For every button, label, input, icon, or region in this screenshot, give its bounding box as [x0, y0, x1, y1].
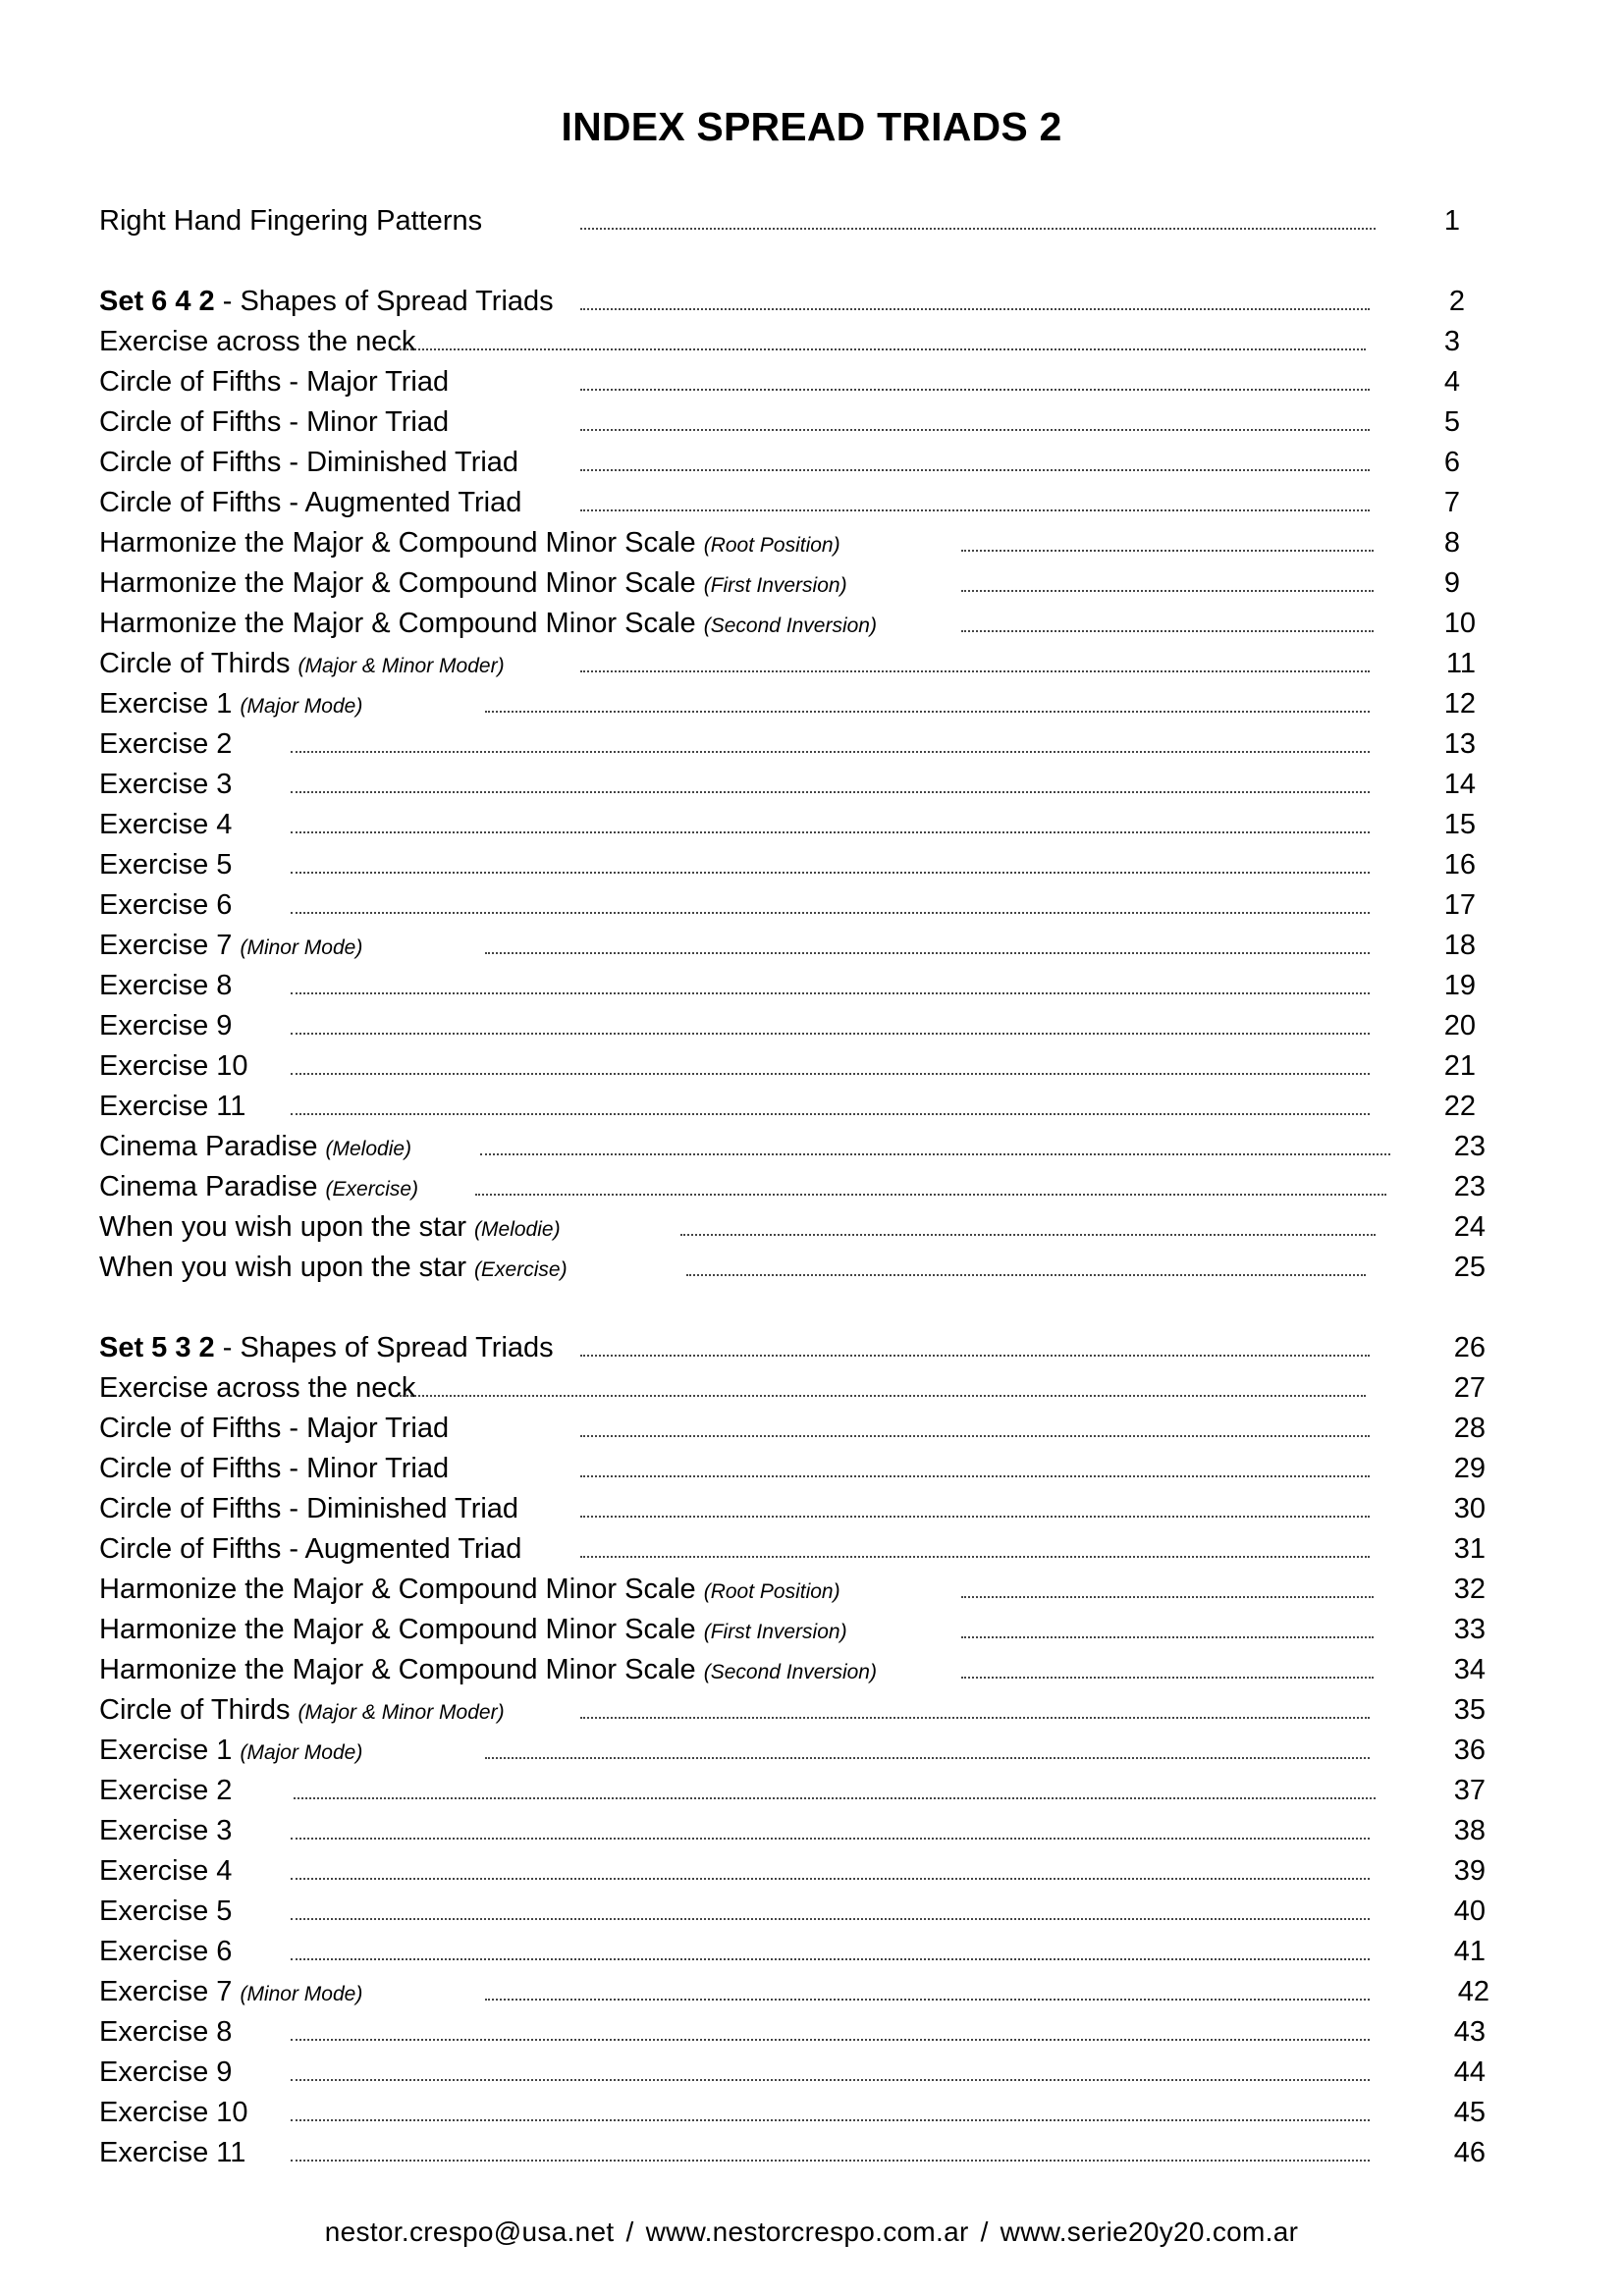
toc-entry[interactable] [99, 1610, 1513, 1650]
dotted-leader [291, 1033, 1370, 1035]
toc-page-number: 1 [1443, 205, 1460, 237]
toc-entry-title [99, 1127, 411, 1169]
toc-entry-note: (Exercise) [325, 1178, 419, 1201]
toc-entry-title [99, 1167, 418, 1209]
toc-page-number: 27 [1453, 1372, 1486, 1404]
toc-entry[interactable] [99, 1248, 1513, 1288]
toc-entry-note: (Second Inversion) [703, 1661, 877, 1683]
toc-entry-label: Circle of Fifths - Minor Triad [99, 406, 450, 438]
toc-entry-label: Harmonize the Major & Compound Minor Scale [99, 567, 696, 599]
toc-entry-label: Harmonize the Major & Compound Minor Scale [99, 608, 696, 639]
toc-entry[interactable] [99, 845, 1513, 885]
toc-page-number: 17 [1443, 889, 1476, 921]
dotted-leader [291, 2039, 1370, 2041]
toc-entry-label: Exercise 9 [99, 2056, 233, 2088]
toc-entry-title [99, 2093, 248, 2133]
toc-entry-label: Exercise 8 [99, 970, 233, 1001]
toc-entry-label: Exercise 11 [99, 2137, 246, 2168]
toc-entry-label: Harmonize the Major & Compound Minor Scale [99, 1574, 696, 1605]
toc-entry-title [99, 1207, 561, 1250]
dotted-leader [961, 1636, 1374, 1638]
toc-entry-label: Circle of Fifths - Augmented Triad [99, 1533, 522, 1565]
footer [0, 2216, 1623, 2248]
toc-entry-label: Circle of Fifths - Minor Triad [99, 1453, 450, 1484]
toc-entry[interactable] [99, 2133, 1513, 2173]
footer-site-nestorcrespo[interactable]: www.nestorcrespo.com.ar [645, 2216, 969, 2247]
toc-entry-title [99, 2133, 245, 2173]
toc-entry-label: Harmonize the Major & Compound Minor Scale [99, 1654, 696, 1685]
toc-entry[interactable] [99, 362, 1513, 402]
toc-page-number: 24 [1453, 1211, 1486, 1243]
dotted-leader [291, 2160, 1370, 2162]
toc-page-number: 10 [1443, 608, 1476, 639]
toc-entry[interactable] [99, 1892, 1513, 1932]
toc-entry-title [99, 604, 877, 646]
toc-entry[interactable] [99, 443, 1513, 483]
toc-entry-label: When you wish upon the star [99, 1211, 466, 1243]
toc-page-number: 28 [1453, 1413, 1486, 1444]
dotted-leader [961, 1677, 1374, 1679]
toc-entry[interactable] [99, 966, 1513, 1006]
toc-entry-label: Exercise 1 [99, 1735, 233, 1766]
toc-set-name: Set 6 4 2 [99, 286, 215, 317]
toc-page-number: 22 [1443, 1091, 1476, 1122]
toc-entry[interactable] [99, 885, 1513, 926]
toc-page-number: 35 [1453, 1694, 1486, 1726]
toc-entry[interactable] [99, 2012, 1513, 2053]
toc-page-number: 29 [1453, 1453, 1486, 1484]
toc-entry-note: (First Inversion) [703, 574, 847, 597]
toc-page-number: 46 [1453, 2137, 1486, 2168]
toc-entry[interactable] [99, 1087, 1513, 1127]
toc-page-number: 26 [1453, 1332, 1486, 1363]
toc-page-number: 14 [1443, 769, 1476, 800]
toc-page-number: 34 [1453, 1654, 1486, 1685]
dotted-leader [580, 1717, 1370, 1719]
toc-entry[interactable] [99, 1046, 1513, 1087]
dotted-leader [485, 711, 1370, 713]
toc-page-number: 11 [1445, 648, 1476, 679]
dotted-leader [400, 348, 1366, 350]
toc-entry-title [99, 1368, 415, 1409]
toc-entry-note: (Major Mode) [240, 1741, 363, 1764]
toc-entry[interactable] [99, 1731, 1513, 1771]
dotted-leader [961, 630, 1374, 632]
dotted-leader [485, 952, 1370, 954]
toc-entry[interactable] [99, 523, 1513, 563]
toc-page-number: 9 [1443, 567, 1460, 599]
footer-email[interactable]: nestor.crespo@usa.net [324, 2216, 615, 2247]
toc-page-number: 30 [1453, 1493, 1486, 1524]
toc-page-number: 39 [1453, 1855, 1486, 1887]
toc-entry[interactable] [99, 604, 1513, 644]
toc-entry-label: Exercise 5 [99, 1896, 233, 1927]
dotted-leader [291, 2119, 1370, 2121]
toc-entry-title [99, 1610, 847, 1652]
dotted-leader [680, 1234, 1376, 1236]
toc-entry-label: Exercise 3 [99, 1815, 233, 1846]
toc-page-number: 15 [1443, 809, 1476, 840]
toc-entry[interactable] [99, 684, 1513, 724]
dotted-leader [580, 1435, 1370, 1437]
toc-page-number: 3 [1443, 326, 1460, 357]
dotted-leader [291, 992, 1370, 994]
toc-entry-label: Exercise 7 [99, 1976, 233, 2007]
footer-separator: / [625, 2216, 634, 2247]
toc-entry-note: (Root Position) [703, 1580, 840, 1603]
toc-page-number: 31 [1453, 1533, 1486, 1565]
toc-entry[interactable] [99, 1811, 1513, 1851]
toc-entry-title [99, 1570, 840, 1612]
dotted-leader [580, 509, 1370, 511]
toc-entry-title [99, 1087, 245, 1127]
toc-entry-note: (Melodie) [325, 1138, 412, 1160]
toc-entry[interactable] [99, 1207, 1513, 1248]
toc-entry-title [99, 926, 362, 968]
dotted-leader [686, 1274, 1366, 1276]
toc-entry-note: (Melodie) [474, 1218, 561, 1241]
toc-entry-label: Circle of Fifths - Diminished Triad [99, 447, 519, 478]
dotted-leader [291, 791, 1370, 793]
toc-entry-title [99, 644, 505, 686]
toc-entry-title [99, 563, 847, 606]
toc-entry-title [99, 724, 232, 765]
toc-entry-title [99, 1328, 554, 1368]
toc-entry-title [99, 1690, 505, 1733]
toc-entry-title [99, 322, 415, 362]
table-of-contents [99, 201, 1513, 2173]
page-title: INDEX SPREAD TRIADS 2 [561, 104, 1062, 149]
toc-entry-label: Exercise 3 [99, 769, 233, 800]
toc-entry-title [99, 1529, 521, 1570]
toc-entry[interactable] [99, 1570, 1513, 1610]
toc-entry-note: (Minor Mode) [240, 936, 363, 959]
toc-entry[interactable] [99, 2053, 1513, 2093]
toc-entry-title [99, 402, 449, 443]
toc-entry-label: Exercise across the neck [99, 1372, 416, 1404]
toc-page-number: 23 [1453, 1171, 1486, 1202]
toc-entry-title [99, 684, 362, 726]
toc-entry[interactable] [99, 1851, 1513, 1892]
toc-entry-label: Exercise 7 [99, 930, 233, 961]
dotted-leader [961, 590, 1374, 592]
dotted-leader [961, 1596, 1374, 1598]
toc-page-number: 21 [1443, 1050, 1476, 1082]
toc-entry[interactable] [99, 1409, 1513, 1449]
toc-entry-title [99, 1248, 568, 1290]
toc-page-number: 40 [1453, 1896, 1486, 1927]
toc-entry-title [99, 1771, 232, 1811]
toc-entry-title [99, 1489, 518, 1529]
toc-page-number: 25 [1453, 1252, 1486, 1283]
toc-entry-note: (Major & Minor Moder) [298, 1701, 505, 1724]
toc-entry-note: (Major & Minor Moder) [298, 655, 505, 677]
toc-page-number: 6 [1443, 447, 1460, 478]
toc-entry-label: - Shapes of Spread Triads [214, 286, 554, 317]
toc-entry[interactable] [99, 765, 1513, 805]
toc-entry-title [99, 885, 232, 926]
toc-entry-label: Harmonize the Major & Compound Minor Scale [99, 1614, 696, 1645]
toc-entry[interactable] [99, 1328, 1513, 1368]
toc-entry-label: Exercise 9 [99, 1010, 233, 1041]
toc-entry[interactable] [99, 563, 1513, 604]
dotted-leader [291, 1113, 1370, 1115]
toc-page-number: 33 [1453, 1614, 1486, 1645]
toc-page-number: 4 [1443, 366, 1460, 398]
toc-entry-title [99, 1006, 232, 1046]
dotted-leader [480, 1153, 1390, 1155]
toc-page-number: 19 [1443, 970, 1476, 1001]
toc-entry-label: Exercise 5 [99, 849, 233, 881]
toc-entry-label: Exercise 10 [99, 2097, 248, 2128]
toc-entry-title [99, 1409, 449, 1449]
toc-entry-title [99, 805, 232, 845]
toc-entry[interactable] [99, 724, 1513, 765]
dotted-leader [580, 1556, 1370, 1558]
toc-page-number: 16 [1443, 849, 1476, 881]
toc-entry[interactable] [99, 1972, 1513, 2012]
dotted-leader [485, 1999, 1370, 2001]
dotted-leader [294, 1797, 1376, 1799]
toc-entry-title [99, 362, 449, 402]
toc-entry-label: Harmonize the Major & Compound Minor Scale [99, 527, 696, 559]
toc-entry-label: Circle of Thirds [99, 648, 291, 679]
toc-entry[interactable] [99, 402, 1513, 443]
toc-page-number: 38 [1453, 1815, 1486, 1846]
dotted-leader [400, 1395, 1366, 1397]
toc-entry-title [99, 2012, 232, 2053]
toc-entry-note: (Major Mode) [240, 695, 363, 718]
toc-entry-title [99, 201, 482, 241]
dotted-leader [291, 912, 1370, 914]
toc-entry-title [99, 1046, 248, 1087]
toc-entry-title [99, 523, 840, 565]
toc-entry-label: Exercise across the neck [99, 326, 416, 357]
dotted-leader [580, 389, 1370, 391]
toc-page-number: 44 [1453, 2056, 1486, 2088]
toc-page-number: 2 [1448, 286, 1465, 317]
toc-page-number: 20 [1443, 1010, 1476, 1041]
toc-entry-label: Exercise 6 [99, 889, 233, 921]
toc-entry-label: Circle of Thirds [99, 1694, 291, 1726]
toc-page-number: 42 [1457, 1976, 1489, 2007]
toc-page-number: 5 [1443, 406, 1460, 438]
toc-entry[interactable] [99, 322, 1513, 362]
toc-entry-title [99, 765, 232, 805]
dotted-leader [291, 1918, 1370, 1920]
toc-entry-note: (Second Inversion) [703, 614, 877, 637]
toc-entry[interactable] [99, 201, 1513, 241]
toc-entry-title [99, 483, 521, 523]
toc-entry-label: Exercise 8 [99, 2016, 233, 2048]
toc-entry[interactable] [99, 805, 1513, 845]
dotted-leader [580, 308, 1370, 310]
toc-page-number: 32 [1453, 1574, 1486, 1605]
toc-entry[interactable] [99, 1529, 1513, 1570]
toc-entry[interactable] [99, 483, 1513, 523]
toc-entry-label: Exercise 4 [99, 1855, 233, 1887]
dotted-leader [291, 751, 1370, 753]
toc-entry-label: Exercise 1 [99, 688, 233, 720]
toc-entry-title [99, 1972, 362, 2014]
dotted-leader [291, 831, 1370, 833]
dotted-leader [475, 1194, 1386, 1196]
toc-entry[interactable] [99, 1771, 1513, 1811]
toc-page-number: 41 [1453, 1936, 1486, 1967]
dotted-leader [291, 872, 1370, 874]
dotted-leader [485, 1757, 1370, 1759]
toc-entry-label: Circle of Fifths - Major Triad [99, 366, 450, 398]
toc-entry-note: (Minor Mode) [240, 1983, 363, 2005]
toc-entry-label: Exercise 2 [99, 1775, 233, 1806]
toc-entry-label: Circle of Fifths - Major Triad [99, 1413, 450, 1444]
footer-separator: / [980, 2216, 989, 2247]
toc-entry-title [99, 966, 232, 1006]
toc-entry-title [99, 2053, 232, 2093]
toc-entry-label: Exercise 10 [99, 1050, 248, 1082]
dotted-leader [291, 1878, 1370, 1880]
toc-entry-title [99, 845, 232, 885]
dotted-leader [580, 469, 1370, 471]
toc-entry[interactable] [99, 1368, 1513, 1409]
toc-entry[interactable] [99, 1650, 1513, 1690]
toc-entry[interactable] [99, 1127, 1513, 1167]
dotted-leader [580, 1355, 1370, 1357]
toc-entry[interactable] [99, 1489, 1513, 1529]
toc-entry-label: - Shapes of Spread Triads [214, 1332, 554, 1363]
toc-entry[interactable] [99, 1167, 1513, 1207]
toc-entry-title [99, 443, 518, 483]
dotted-leader [291, 1838, 1370, 1840]
toc-entry-title [99, 1932, 232, 1972]
toc-entry-label: Circle of Fifths - Augmented Triad [99, 487, 522, 518]
toc-entry-label: Cinema Paradise [99, 1131, 318, 1162]
dotted-leader [580, 670, 1370, 672]
dotted-leader [961, 550, 1374, 552]
dotted-leader [291, 1958, 1370, 1960]
toc-entry-title [99, 1449, 449, 1489]
dotted-leader [291, 1073, 1370, 1075]
toc-entry-label: Cinema Paradise [99, 1171, 318, 1202]
toc-entry-label: Exercise 11 [99, 1091, 246, 1122]
toc-page-number: 13 [1443, 728, 1476, 760]
toc-page-number: 37 [1453, 1775, 1486, 1806]
toc-entry-title [99, 1851, 232, 1892]
dotted-leader [580, 228, 1376, 230]
dotted-leader [291, 2079, 1370, 2081]
toc-entry-title [99, 282, 554, 322]
toc-entry-label: When you wish upon the star [99, 1252, 466, 1283]
toc-entry-label: Exercise 2 [99, 728, 233, 760]
footer-site-serie20y20[interactable]: www.serie20y20.com.ar [1000, 2216, 1299, 2247]
toc-entry-note: (Root Position) [703, 534, 840, 557]
toc-entry-label: Right Hand Fingering Patterns [99, 205, 483, 237]
toc-page-number: 18 [1443, 930, 1476, 961]
toc-entry[interactable] [99, 644, 1513, 684]
toc-entry-title [99, 1650, 877, 1692]
toc-entry[interactable] [99, 282, 1513, 322]
toc-entry-note: (Exercise) [474, 1258, 568, 1281]
toc-entry[interactable] [99, 1690, 1513, 1731]
toc-entry[interactable] [99, 926, 1513, 966]
toc-page-number: 43 [1453, 2016, 1486, 2048]
toc-page-number: 12 [1443, 688, 1476, 720]
toc-entry-label: Exercise 4 [99, 809, 233, 840]
toc-entry-title [99, 1811, 232, 1851]
toc-entry-title [99, 1731, 362, 1773]
toc-entry-note: (First Inversion) [703, 1621, 847, 1643]
toc-entry-label: Circle of Fifths - Diminished Triad [99, 1493, 519, 1524]
dotted-leader [580, 429, 1370, 431]
toc-entry-title [99, 1892, 232, 1932]
toc-entry[interactable] [99, 2093, 1513, 2133]
toc-entry[interactable] [99, 1449, 1513, 1489]
toc-entry[interactable] [99, 1932, 1513, 1972]
dotted-leader [580, 1516, 1370, 1518]
toc-entry[interactable] [99, 1006, 1513, 1046]
toc-page-number: 7 [1443, 487, 1460, 518]
toc-page-number: 8 [1443, 527, 1460, 559]
toc-entry-label: Exercise 6 [99, 1936, 233, 1967]
toc-set-name: Set 5 3 2 [99, 1332, 215, 1363]
toc-page-number: 45 [1453, 2097, 1486, 2128]
toc-page-number: 36 [1453, 1735, 1486, 1766]
toc-page-number: 23 [1453, 1131, 1486, 1162]
dotted-leader [580, 1475, 1370, 1477]
